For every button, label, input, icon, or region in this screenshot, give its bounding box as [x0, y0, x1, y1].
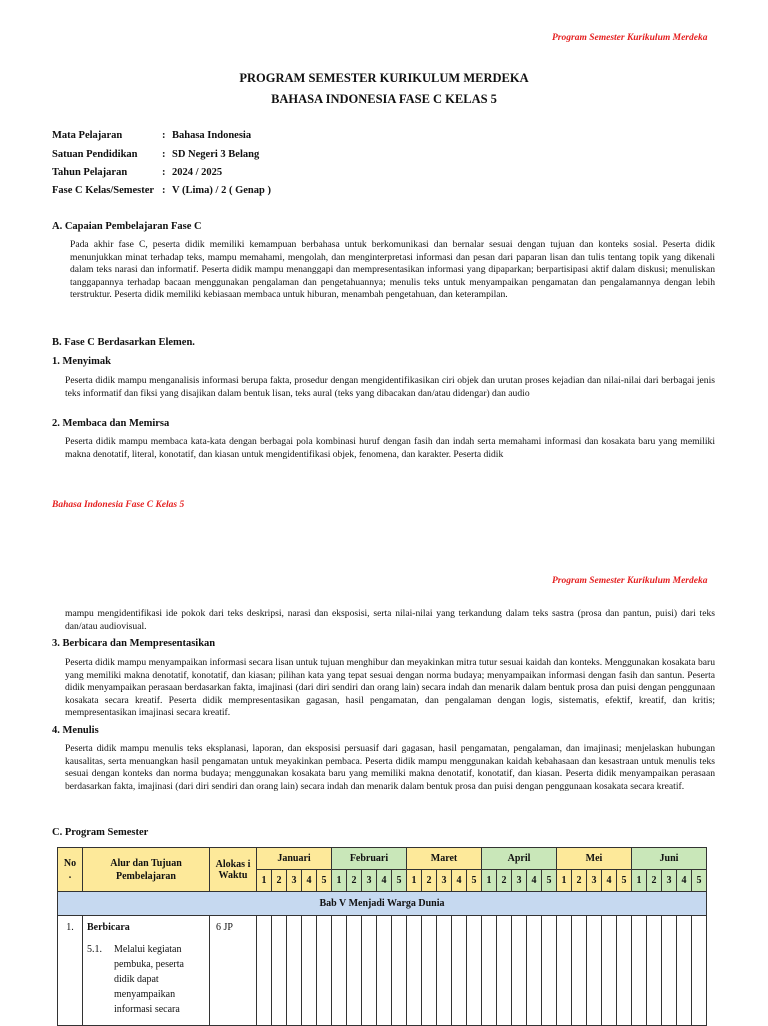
schedule-cell [677, 916, 692, 1026]
week-cell: 2 [497, 870, 512, 892]
b3-title: 3. Berbicara dan Mempresentasikan [52, 638, 216, 649]
section-a-text: Pada akhir fase C, peserta didik memiliki kemampuan berbahasa untuk berkomunikasi dan bernalar sesuai dengan tujuan dan konteks sosial. Peserta didik menunjukkan minat terhadap teks, mampu memahami, mengolah, dan menginterpretasi informasi dan pesan dari paparan lisan dan tulis tentang topik yang dikenali dalam teks narasi dan informatif. Peserta didik mampu menanggapi dan mempresentasikan informasi yang dipaparkan; berpartisipasi aktif dalam diskusi; menuliskan tanggapannya terhadap bacaan menggunakan pengalaman dan pengetahuannya; menulis teks untuk menyampaikan pengamatan dan pengalamannya dengan lebih terstruktur. Peserta didik memiliki kebiasaan membaca untuk hiburan, menambah pengetahuan, dan keterampilan. [70, 239, 715, 300]
week-cell: 1 [332, 870, 347, 892]
schedule-cell [647, 916, 662, 1026]
schedule-cell [692, 916, 707, 1026]
row-content [83, 916, 210, 1026]
meta-row-school: Satuan Pendidikan : SD Negeri 3 Belang [52, 149, 260, 160]
b4-title: 4. Menulis [52, 725, 99, 736]
schedule-cell [272, 916, 287, 1026]
week-cell: 3 [287, 870, 302, 892]
week-cell: 1 [407, 870, 422, 892]
col-header-no: No . [58, 848, 83, 892]
row-sub-number: 5.1. [87, 944, 102, 955]
running-header-2: Program Semester Kurikulum Merdeka [552, 576, 708, 586]
month-header-mei: Mei [557, 848, 632, 870]
month-header-januari: Januari [257, 848, 332, 870]
meta-row-class: Fase C Kelas/Semester : V (Lima) / 2 ( Genap ) [52, 185, 271, 196]
week-cell: 3 [587, 870, 602, 892]
week-cell: 1 [257, 870, 272, 892]
week-cell: 2 [272, 870, 287, 892]
schedule-cell [287, 916, 302, 1026]
schedule-cell [542, 916, 557, 1026]
schedule-cell [407, 916, 422, 1026]
running-header: Program Semester Kurikulum Merdeka [552, 33, 708, 43]
week-cell: 4 [377, 870, 392, 892]
b1-title: 1. Menyimak [52, 356, 111, 367]
week-cell: 3 [512, 870, 527, 892]
schedule-cell [587, 916, 602, 1026]
week-cell: 5 [617, 870, 632, 892]
schedule-cell [512, 916, 527, 1026]
schedule-cell [602, 916, 617, 1026]
week-cell: 3 [362, 870, 377, 892]
schedule-cell [377, 916, 392, 1026]
b2-continued-text: mampu mengidentifikasi ide pokok dari teks deskripsi, narasi dan eksposisi, serta nilai-nilai yang terkandung dalam teks sastra (prosa dan pantun, puisi) dari teks dan/atau audiovisual. [65, 608, 715, 632]
b3-text: Peserta didik mampu menyampaikan informasi secara lisan untuk tujuan menghibur dan meyakinkan mitra tutur sesuai kaidah dan konteks. Menggunakan kosakata baru yang memiliki makna denotatif, konotatif, dan kiasan; pilihan kata yang tepat sesuai dengan norma budaya; menyampaikan informasi dengan fasih dan santun. Peserta didik menyampaikan perasaan berdasarkan fakta, imajinasi (dari diri sendiri dan orang lain) secara indah dan menarik dalam bentuk prosa dan puisi dengan penggunaan kosakata secara kreatif. Peserta didik mempresentasikan gagasan, hasil pengamatan, dan pengalaman dengan logis, sistematis, efektif, kreatif, dan kritis; mempresentasikan imajinasi secara kreatif. [65, 657, 715, 718]
schedule-cell [632, 916, 647, 1026]
schedule-cell [437, 916, 452, 1026]
schedule-cell [392, 916, 407, 1026]
schedule-cell [557, 916, 572, 1026]
row-title: Berbicara [87, 922, 130, 933]
week-cell: 5 [467, 870, 482, 892]
table-row [58, 916, 707, 1026]
week-cell: 5 [317, 870, 332, 892]
col-header-alur: Alur dan Tujuan Pembelajaran [83, 848, 210, 892]
b2-title: 2. Membaca dan Memirsa [52, 418, 170, 429]
week-cell: 4 [302, 870, 317, 892]
schedule-cell [662, 916, 677, 1026]
month-header-februari: Februari [332, 848, 407, 870]
week-cell: 3 [437, 870, 452, 892]
page-footer: Bahasa Indonesia Fase C Kelas 5 [52, 500, 185, 510]
schedule-cell [317, 916, 332, 1026]
section-a-title: A. Capaian Pembelajaran Fase C [52, 221, 202, 232]
month-header-april: April [482, 848, 557, 870]
schedule-cell [422, 916, 437, 1026]
schedule-cell [362, 916, 377, 1026]
schedule-cell [482, 916, 497, 1026]
week-cell: 4 [527, 870, 542, 892]
week-cell: 4 [677, 870, 692, 892]
week-cell: 5 [542, 870, 557, 892]
week-cell: 4 [452, 870, 467, 892]
schedule-cell [617, 916, 632, 1026]
b1-text: Peserta didik mampu menganalisis informasi berupa fakta, prosedur dengan mengidentifikasikan ciri objek dan urutan proses kejadian dan nilai-nilai dari berbagai jenis teks informatif dan fiksi yang disajikan dalam bentuk lisan, teks aural (teks yang dibacakan dan/atau didengar) dan audio [65, 375, 715, 399]
row-sub-text: Melalui kegiatan pembuka, peserta didik dapat menyampaikan informasi secara [114, 944, 184, 1015]
week-cell: 1 [482, 870, 497, 892]
meta-row-subject: Mata Pelajaran : Bahasa Indonesia [52, 130, 252, 141]
week-cell: 2 [647, 870, 662, 892]
b2-text: Peserta didik mampu membaca kata-kata dengan berbagai pola kombinasi huruf dengan fasih dan indah serta memahami informasi dan kosakata baru yang memiliki makna denotatif, literal, konotatif, dan kiasan untuk mengidentifikasi objek, fenomena, dan karakter. Peserta didik [65, 436, 715, 460]
week-cell: 4 [602, 870, 617, 892]
section-b-title: B. Fase C Berdasarkan Elemen. [52, 337, 195, 348]
week-cell: 2 [422, 870, 437, 892]
chapter-row: Bab V Menjadi Warga Dunia [58, 892, 707, 916]
schedule-cell [347, 916, 362, 1026]
week-cell: 2 [572, 870, 587, 892]
month-header-maret: Maret [407, 848, 482, 870]
schedule-cell [572, 916, 587, 1026]
week-cell: 3 [662, 870, 677, 892]
week-cell: 2 [347, 870, 362, 892]
schedule-cell [467, 916, 482, 1026]
schedule-cell [302, 916, 317, 1026]
col-header-alokasi: Alokas i Waktu [210, 848, 257, 892]
month-header-juni: Juni [632, 848, 707, 870]
week-cell: 1 [632, 870, 647, 892]
section-c-title: C. Program Semester [52, 827, 149, 838]
schedule-cell [527, 916, 542, 1026]
week-cell: 1 [557, 870, 572, 892]
document-title: PROGRAM SEMESTER KURIKULUM MERDEKA [239, 71, 529, 85]
schedule-cell [452, 916, 467, 1026]
semester-program-table [57, 847, 707, 1026]
week-cell: 5 [692, 870, 707, 892]
schedule-cell [497, 916, 512, 1026]
week-cell: 5 [392, 870, 407, 892]
b4-text: Peserta didik mampu menulis teks eksplanasi, laporan, dan eksposisi persuasif dari gagasan, hasil pengamatan, pengalaman, dan imajinasi; menjelaskan hubungan kausalitas, serta menuangkan hasil pengamatan untuk meyakinkan pembaca. Peserta didik mampu menggunakan kaidah kebahasaan dan kesastraan untuk menulis teks sesuai dengan konteks dan norma budaya; menggunakan kosakata baru yang memiliki makna denotatif, konotatif, dan kiasan. Peserta didik menyampaikan perasaan berdasarkan fakta, imajinasi (dari diri sendiri dan orang lain) secara indah dan menarik dalam bentuk prosa dan puisi dengan penggunaan kosakata secara kreatif. [65, 743, 715, 792]
schedule-cell [332, 916, 347, 1026]
schedule-cell [257, 916, 272, 1026]
meta-row-year: Tahun Pelajaran : 2024 / 2025 [52, 167, 223, 178]
document-subtitle: BAHASA INDONESIA FASE C KELAS 5 [271, 92, 497, 106]
row-alokasi: 6 JP [210, 916, 257, 1026]
row-number: 1. [58, 916, 83, 1026]
